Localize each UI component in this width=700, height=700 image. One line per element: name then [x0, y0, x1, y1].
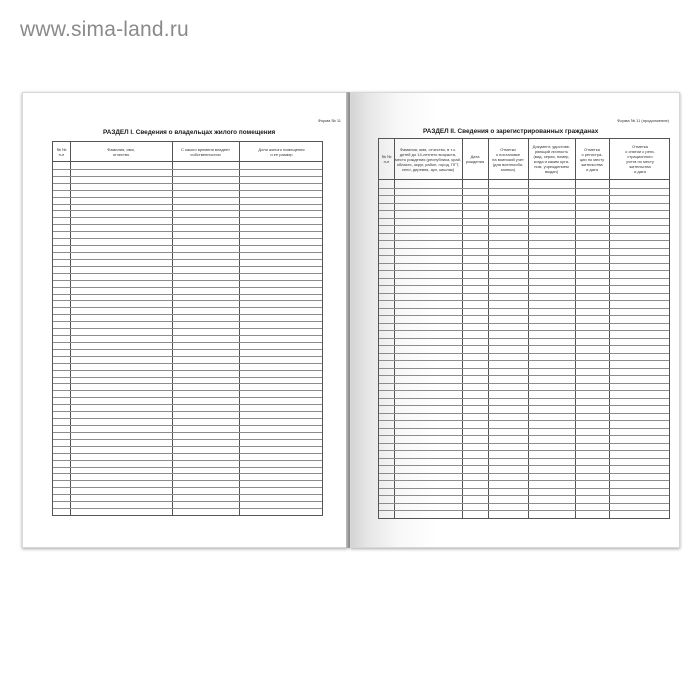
table-row-line [53, 190, 322, 191]
table-row-line [53, 508, 322, 509]
column-header-number: № № п-п [56, 146, 67, 157]
table-row-line [379, 435, 669, 436]
table-row-line [53, 259, 322, 260]
table-row-line [53, 197, 322, 198]
section-2-title: РАЗДЕЛ II. Сведения о зарегистрированных гражданах [423, 128, 599, 135]
form-number-left: Форма № 11 [317, 118, 341, 123]
table-row-line [53, 494, 322, 495]
table-row-line [379, 315, 669, 316]
table-row-line [53, 432, 322, 433]
table-row-line [379, 465, 669, 466]
table-row-line [379, 263, 669, 264]
table-row-line [53, 418, 322, 419]
column-header-registration-mark: Отметка о регистра- ции по месту жительства и дата [579, 146, 605, 172]
table-row-line [379, 510, 669, 511]
table-row-line [53, 349, 322, 350]
table-row-line [379, 450, 669, 451]
table-row-line [379, 375, 669, 376]
table-row-line [53, 273, 322, 274]
table-row-line [53, 217, 322, 218]
table-row-line [379, 503, 669, 504]
table-row-line [53, 467, 322, 468]
table-row-line [53, 321, 322, 322]
table-row-line [53, 245, 322, 246]
table-row-line [379, 293, 669, 294]
table-row-line [53, 363, 322, 364]
column-header-share: Доля жилого помещения и ее размер [258, 146, 305, 157]
table-row-line [379, 338, 669, 339]
owners-table [52, 141, 323, 516]
table-row-line [379, 488, 669, 489]
table-row-line [379, 255, 669, 256]
table-row-line [53, 300, 322, 301]
table-row-line [379, 233, 669, 234]
table-row-line [53, 404, 322, 405]
table-row-line [379, 210, 669, 211]
table-row-line [53, 252, 322, 253]
table-row-line [379, 443, 669, 444]
table-row-line [53, 224, 322, 225]
table-row-line [379, 360, 669, 361]
table-row-line [53, 501, 322, 502]
column-header-identity-document: Документ, удостове- ряющий личность (вид, серия, номер, когда и каким орга- ном, учреждением выдан) [532, 144, 571, 174]
table-row-line [53, 210, 322, 211]
table-row-line [379, 390, 669, 391]
table-row-line [53, 453, 322, 454]
table-row-line [53, 204, 322, 205]
table-row-line [379, 368, 669, 369]
table-row-line [379, 398, 669, 399]
table-row-line [379, 420, 669, 421]
table-row-line [53, 176, 322, 177]
table-row-line [53, 328, 322, 329]
table-row-line [53, 370, 322, 371]
table-row-line [379, 203, 669, 204]
column-header-full-name: Фамилия, имя, отчество [107, 146, 135, 157]
table-row-line [379, 240, 669, 241]
table-row-line [379, 248, 669, 249]
table-row-line [53, 266, 322, 267]
table-row-line [379, 480, 669, 481]
table-row-line [379, 458, 669, 459]
table-row-line [53, 238, 322, 239]
column-header-birth-date: Дата рождения [465, 154, 485, 164]
table-row-line [379, 405, 669, 406]
table-row-line [379, 323, 669, 324]
left-page [22, 92, 348, 548]
table-row-line [53, 183, 322, 184]
form-number-right: Форма № 11 (продолжение) [617, 118, 669, 123]
table-row-line [379, 353, 669, 354]
table-row-line [53, 425, 322, 426]
table-row-line [379, 413, 669, 414]
owners-table-header [53, 142, 322, 162]
table-row-line [379, 218, 669, 219]
column-header-deregistration-mark: Отметка о снятии с реги- страционного учета по месту жительства и дата [625, 144, 655, 174]
table-row-line [53, 390, 322, 391]
table-row-line [53, 169, 322, 170]
table-row-line [379, 308, 669, 309]
table-row-line [53, 314, 322, 315]
table-row-line [379, 383, 669, 384]
column-header-number: № № п-п [381, 154, 392, 164]
table-row-line [53, 356, 322, 357]
table-row-line [379, 428, 669, 429]
table-row-line [53, 411, 322, 412]
table-row-line [53, 377, 322, 378]
table-row-line [53, 342, 322, 343]
table-row-line [379, 188, 669, 189]
table-row-line [53, 231, 322, 232]
table-row-line [53, 460, 322, 461]
site-watermark: www.sima-land.ru [20, 18, 189, 41]
section-1-title: РАЗДЕЛ I. Сведения о владельцах жилого помещения [103, 129, 276, 136]
table-row-line [53, 287, 322, 288]
table-row-line [379, 345, 669, 346]
table-row-line [379, 285, 669, 286]
residents-table [378, 138, 670, 519]
table-row-line [379, 330, 669, 331]
table-row-line [53, 294, 322, 295]
table-row-line [53, 480, 322, 481]
book-spread [22, 92, 680, 548]
table-row-line [53, 397, 322, 398]
right-page [350, 92, 680, 548]
table-row-line [53, 473, 322, 474]
column-header-full-name-birthplace: Фамилия, имя, отчество, в т.ч. детей до 14-летнего возраста, место рождения (республика, край, область, округ, район, город, ПГТ, село, деревня, аул, кишлак) [395, 146, 461, 172]
table-row-line [379, 270, 669, 271]
residents-table-header [379, 139, 669, 180]
table-row-line [53, 280, 322, 281]
table-row-line [379, 278, 669, 279]
table-row-line [379, 473, 669, 474]
table-row-line [379, 195, 669, 196]
table-row-line [53, 487, 322, 488]
column-header-ownership-since: С какого времени владеет собственностью [181, 146, 230, 157]
table-row-line [53, 335, 322, 336]
table-row-line [379, 300, 669, 301]
table-row-line [53, 439, 322, 440]
column-header-military-registration: Отметки о постановке на воинский учет (для военнообя- занных) [492, 146, 524, 172]
table-row-line [379, 495, 669, 496]
table-row-line [53, 307, 322, 308]
table-row-line [379, 225, 669, 226]
table-row-line [53, 383, 322, 384]
table-row-line [53, 446, 322, 447]
